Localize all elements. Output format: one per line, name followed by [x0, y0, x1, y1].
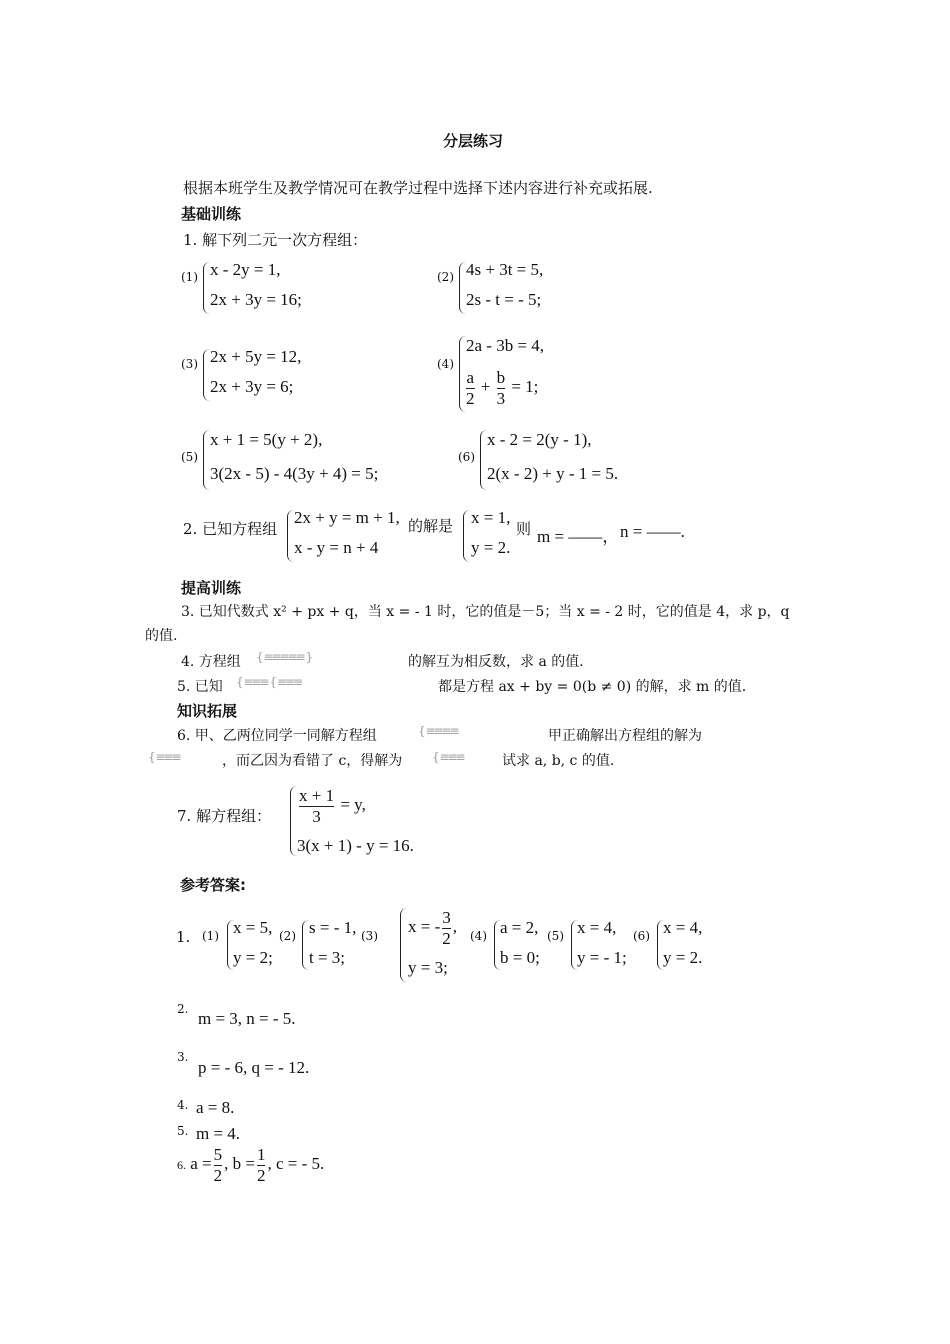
- brace: [400, 908, 407, 982]
- blurred-equation-system: { ≡≡≡≡≡ }: [256, 650, 312, 664]
- equation-rest: = y,: [340, 794, 366, 814]
- solution: x = 1,: [471, 508, 511, 527]
- answer-line: b = 0;: [500, 948, 540, 967]
- section-basic: 基础训练: [181, 205, 242, 223]
- answer-part: , c = - 5.: [267, 1153, 325, 1173]
- equation-rest: = 1;: [511, 376, 539, 396]
- equation: 2a - 3b = 4,: [466, 336, 545, 355]
- q6-middle: 甲正确解出方程组的解为: [548, 728, 702, 744]
- equation: 2s - t = - 5;: [466, 290, 542, 309]
- fraction-numerator: 3: [442, 908, 451, 927]
- blank-n: n = ——.: [620, 522, 685, 541]
- blank-m: m = ——，: [537, 527, 620, 546]
- brace: [203, 430, 210, 490]
- answer-line: y = - 1;: [577, 948, 627, 967]
- q5-prefix: 5. 已知: [177, 679, 223, 695]
- q1-item-label: (2): [437, 270, 454, 284]
- q3-line1: 3. 已知代数式 x² + px + q，当 x = - 1 时，它的值是－5；当 x = - 2 时，它的值是 4，求 p，q: [181, 604, 790, 620]
- answer-line: x = 4,: [577, 918, 617, 937]
- answer-label: (6): [633, 929, 650, 943]
- equation: x - y = n + 4: [294, 538, 379, 557]
- fraction-numerator: b: [496, 368, 506, 387]
- q4-suffix: 的解互为相反数，求 a 的值.: [408, 654, 584, 670]
- answer-part: a =: [190, 1153, 212, 1173]
- answer-2: m = 3, n = - 5.: [198, 1009, 296, 1028]
- brace: [290, 786, 297, 856]
- q6-line2-b: 试求 a, b, c 的值.: [502, 753, 615, 769]
- answer-4: a = 8.: [196, 1098, 235, 1117]
- blurred-equation-system: { ≡≡≡: [148, 750, 180, 764]
- equation: x - 2 = 2(y - 1),: [487, 430, 592, 449]
- blurred-equation-system: { ≡≡≡ { ≡≡≡: [236, 675, 302, 689]
- q4-prefix: 4. 方程组: [181, 654, 241, 670]
- answer-label: (5): [547, 929, 564, 943]
- equation: 2(x - 2) + y - 1 = 5.: [487, 464, 619, 483]
- q2-prefix: 2. 已知方程组: [183, 520, 278, 538]
- section-improve: 提高训练: [181, 579, 242, 597]
- section-extend: 知识拓展: [177, 702, 238, 720]
- equation: 2x + 3y = 6;: [210, 377, 294, 396]
- blurred-equation-system: { ≡≡≡: [432, 750, 464, 764]
- brace: [463, 510, 470, 562]
- fraction-numerator: 5: [213, 1145, 223, 1164]
- answer-number: 1.: [176, 928, 191, 946]
- q1-item-label: (1): [181, 270, 198, 284]
- brace: [287, 510, 294, 562]
- equation: 4s + 3t = 5,: [466, 260, 544, 279]
- equation-fraction-row: $\frac{a}{2}$ + $\frac{b}{3}$ = 1;: [466, 368, 539, 408]
- equation: x + 1 = 5(y + 2),: [210, 430, 323, 449]
- answer-number: 3.: [177, 1050, 189, 1064]
- equation: 2x + 3y = 16;: [210, 290, 302, 309]
- brace: [302, 920, 309, 970]
- answer-label: (1): [202, 929, 219, 943]
- answer-line: y = 3;: [408, 958, 448, 977]
- answer-line: x = 5,: [233, 918, 273, 937]
- q6-prefix: 6. 甲、乙两位同学一同解方程组: [177, 728, 377, 744]
- equation: 2x + y = m + 1,: [294, 508, 400, 527]
- q2-suffix: 则: [516, 520, 532, 538]
- solution: y = 2.: [471, 538, 511, 557]
- fraction-denominator: 3: [312, 806, 321, 826]
- fraction-denominator: 3: [496, 388, 506, 408]
- brace: [203, 349, 210, 401]
- q1-item-label: (3): [181, 357, 198, 371]
- answer-number: 2.: [177, 1002, 189, 1016]
- q1-item-label: (6): [458, 450, 475, 464]
- fraction-numerator: a: [466, 368, 475, 387]
- answer-number: 5.: [177, 1124, 189, 1138]
- answer-label: (3): [361, 929, 378, 943]
- equation: x - 2y = 1,: [210, 260, 281, 279]
- answer-line-fraction: x = - $\frac{3}{2}$ ,: [408, 908, 457, 948]
- answer-number: 6.: [177, 1157, 186, 1172]
- fraction-denominator: 2: [442, 928, 451, 948]
- brace: [203, 262, 210, 314]
- answer-line: x = 4,: [663, 918, 703, 937]
- answer-prefix: x = -: [408, 916, 441, 936]
- answer-line: s = - 1,: [309, 918, 357, 937]
- answer-part: , b =: [224, 1153, 255, 1173]
- answer-line: t = 3;: [309, 948, 346, 967]
- q1-stem: 1. 解下列二元一次方程组：: [183, 231, 368, 249]
- answer-6: [177, 1145, 324, 1185]
- equation: 3(2x - 5) - 4(3y + 4) = 5;: [210, 464, 379, 483]
- q1-item-label: (4): [437, 357, 454, 371]
- equation: 2x + 5y = 12,: [210, 347, 302, 366]
- q5-middle: 都是方程 ax + by = 0(b ≠ 0) 的解，求 m 的值.: [438, 679, 747, 695]
- q1-item-label: (5): [181, 450, 198, 464]
- answer-label: (4): [470, 929, 487, 943]
- answer-line: y = 2;: [233, 948, 273, 967]
- equation-fraction-row: [297, 786, 366, 826]
- answer-5: m = 4.: [196, 1124, 241, 1143]
- answer-3: p = - 6, q = - 12.: [198, 1058, 310, 1077]
- fraction-numerator: 1: [256, 1145, 266, 1164]
- section-answers: 参考答案:: [180, 876, 246, 894]
- answer-number: 4.: [177, 1098, 189, 1112]
- fraction-denominator: 2: [256, 1165, 266, 1185]
- answer-line: y = 2.: [663, 948, 703, 967]
- answer-line: a = 2,: [500, 918, 539, 937]
- fraction-numerator: x + 1: [299, 786, 335, 805]
- q7-prefix: 7. 解方程组：: [177, 807, 272, 825]
- intro-text: 根据本班学生及教学情况可在教学过程中选择下述内容进行补充或拓展.: [183, 179, 653, 197]
- q6-line2-a: ，而乙因为看错了 c，得解为: [222, 753, 403, 769]
- q3-line2: 的值.: [145, 628, 178, 644]
- brace: [459, 262, 466, 314]
- fraction-denominator: 2: [213, 1165, 223, 1185]
- equation: 3(x + 1) - y = 16.: [297, 836, 414, 855]
- q2-middle: 的解是: [408, 517, 454, 535]
- brace: [480, 430, 487, 490]
- fraction-denominator: 2: [466, 388, 475, 408]
- answer-label: (2): [279, 929, 296, 943]
- blurred-equation-system: { ≡≡≡≡: [418, 724, 458, 738]
- page-title: 分层练习: [443, 132, 504, 150]
